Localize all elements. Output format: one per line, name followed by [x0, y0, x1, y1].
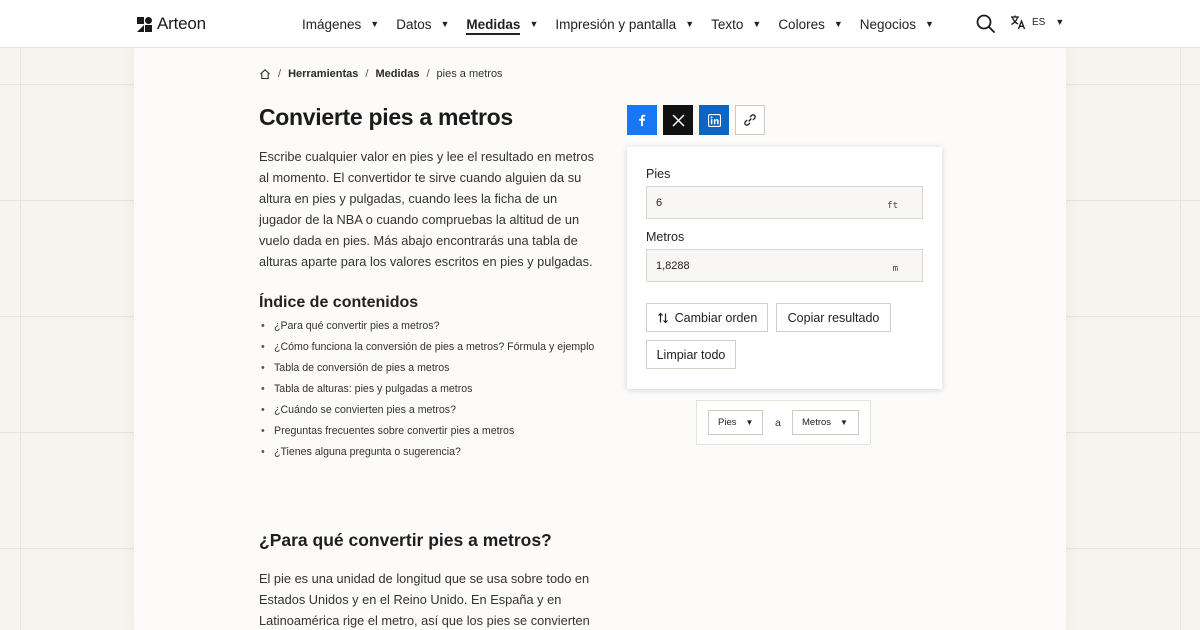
copy-result-button[interactable] [776, 303, 891, 332]
site-header [0, 0, 1200, 48]
converter-panel [627, 147, 942, 389]
caret-down-icon: ▼ [925, 19, 934, 29]
toc-item[interactable]: • Tabla de alturas: pies y pulgadas a metros [259, 382, 599, 397]
copy-link-button[interactable] [735, 105, 765, 135]
facebook-icon [635, 113, 649, 127]
link-icon [743, 113, 757, 127]
table-of-contents [259, 319, 599, 460]
x-icon [672, 114, 685, 127]
translate-icon [1010, 14, 1026, 30]
caret-down-icon: ▼ [840, 418, 848, 427]
breadcrumb-separator: / [365, 68, 369, 80]
to-label: Metros [646, 230, 685, 244]
from-unit-select[interactable] [708, 410, 763, 435]
caret-down-icon: ▼ [370, 19, 380, 29]
toc-item[interactable]: • ¿Para qué convertir pies a metros? [259, 319, 599, 334]
feet-field [646, 186, 923, 219]
toc-item[interactable]: • Tabla de conversión de pies a metros [259, 361, 599, 376]
swap-button[interactable] [646, 303, 768, 332]
nav-label: Impresión y pantalla [555, 16, 677, 32]
caret-down-icon: ▼ [752, 19, 762, 29]
intro-paragraph: Escribe cualquier valor en pies y lee el resultado en metros al momento. El convertidor te sirve cuando alguien da su altura en pies y pulgadas, cuando lees la ficha de un jugador de la NBA o cuando compruebas la altitud de un vuelo dada en pies. Más abajo encontrarás una tabla de alturas aparte para los valores escritos en pies y pulgadas. [259, 149, 595, 269]
nav-label: Texto [711, 16, 744, 32]
feet-unit: ft [887, 201, 898, 211]
toc-item[interactable]: • Preguntas frecuentes sobre convertir pies a metros [259, 424, 599, 439]
clear-all-button[interactable] [646, 340, 736, 369]
page-title: Convierte pies a metros [259, 104, 513, 130]
caret-down-icon: ▼ [685, 19, 695, 29]
nav-item-colores[interactable] [778, 0, 842, 48]
share-facebook-button[interactable] [627, 105, 657, 135]
meters-input[interactable] [647, 250, 922, 281]
unit-connector: a [775, 417, 781, 429]
toc-item[interactable]: • ¿Cómo funciona la conversión de pies a metros? Fórmula y ejemplo [259, 340, 599, 355]
breadcrumb-separator: / [426, 68, 430, 80]
nav-label: Datos [396, 16, 432, 32]
nav-label: Negocios [859, 16, 917, 32]
home-icon[interactable] [259, 68, 271, 80]
language-code: ES [1032, 16, 1046, 28]
caret-down-icon: ▼ [833, 19, 843, 29]
caret-down-icon: ▼ [440, 19, 450, 29]
search-button[interactable] [975, 13, 997, 35]
nav-label: Imágenes [302, 16, 362, 32]
meters-unit: m [892, 264, 898, 274]
breadcrumb-current: pies a metros [436, 68, 503, 80]
logo-icon [137, 17, 152, 32]
share-x-button[interactable] [663, 105, 693, 135]
swap-icon [657, 312, 669, 324]
toc-item[interactable]: • ¿Cuándo se convierten pies a metros? [259, 403, 599, 418]
breadcrumb [259, 68, 503, 80]
nav-item-texto[interactable] [711, 0, 761, 48]
nav-label: Medidas [466, 16, 521, 32]
language-selector[interactable] [1010, 14, 1064, 30]
from-unit-value: Pies [718, 417, 737, 428]
swap-label: Cambiar orden [674, 310, 758, 325]
logo[interactable] [137, 14, 206, 34]
feet-input[interactable] [647, 187, 922, 218]
article [259, 104, 599, 466]
nav-label: Colores [778, 16, 825, 32]
share-buttons [627, 105, 765, 135]
to-unit-value: Metros [802, 417, 832, 428]
from-label: Pies [646, 167, 671, 181]
nav-item-medidas[interactable] [466, 0, 538, 48]
breadcrumb-separator: / [278, 68, 282, 80]
clear-all-label: Limpiar todo [656, 347, 726, 362]
section-title: ¿Para qué convertir pies a metros? [259, 530, 552, 550]
breadcrumb-herramientas[interactable]: Herramientas [288, 68, 359, 80]
main-content [134, 48, 1066, 630]
main-nav [302, 0, 951, 48]
search-icon [975, 13, 997, 35]
nav-item-impresion[interactable] [555, 0, 694, 48]
nav-item-imagenes[interactable] [302, 0, 379, 48]
copy-result-label: Copiar resultado [787, 310, 880, 325]
caret-down-icon: ▼ [529, 19, 539, 29]
share-linkedin-button[interactable] [699, 105, 729, 135]
unit-selector [696, 400, 871, 445]
meters-field [646, 249, 923, 282]
breadcrumb-medidas[interactable]: Medidas [375, 68, 420, 80]
nav-item-datos[interactable] [396, 0, 449, 48]
section-paragraph: El pie es una unidad de longitud que se usa sobre todo en Estados Unidos y en el Reino Unido. En España y en Latinoamérica rige el metro, así que los pies se convierten [259, 571, 590, 628]
logo-text: Arteon [157, 14, 206, 33]
toc-item[interactable]: • ¿Tienes alguna pregunta o sugerencia? [259, 445, 599, 460]
caret-down-icon: ▼ [745, 418, 754, 427]
caret-down-icon: ▼ [1055, 17, 1065, 27]
toc-title: Índice de contenidos [259, 294, 419, 311]
nav-item-negocios[interactable] [860, 0, 934, 48]
linkedin-icon [708, 114, 721, 127]
to-unit-select[interactable] [792, 410, 859, 435]
